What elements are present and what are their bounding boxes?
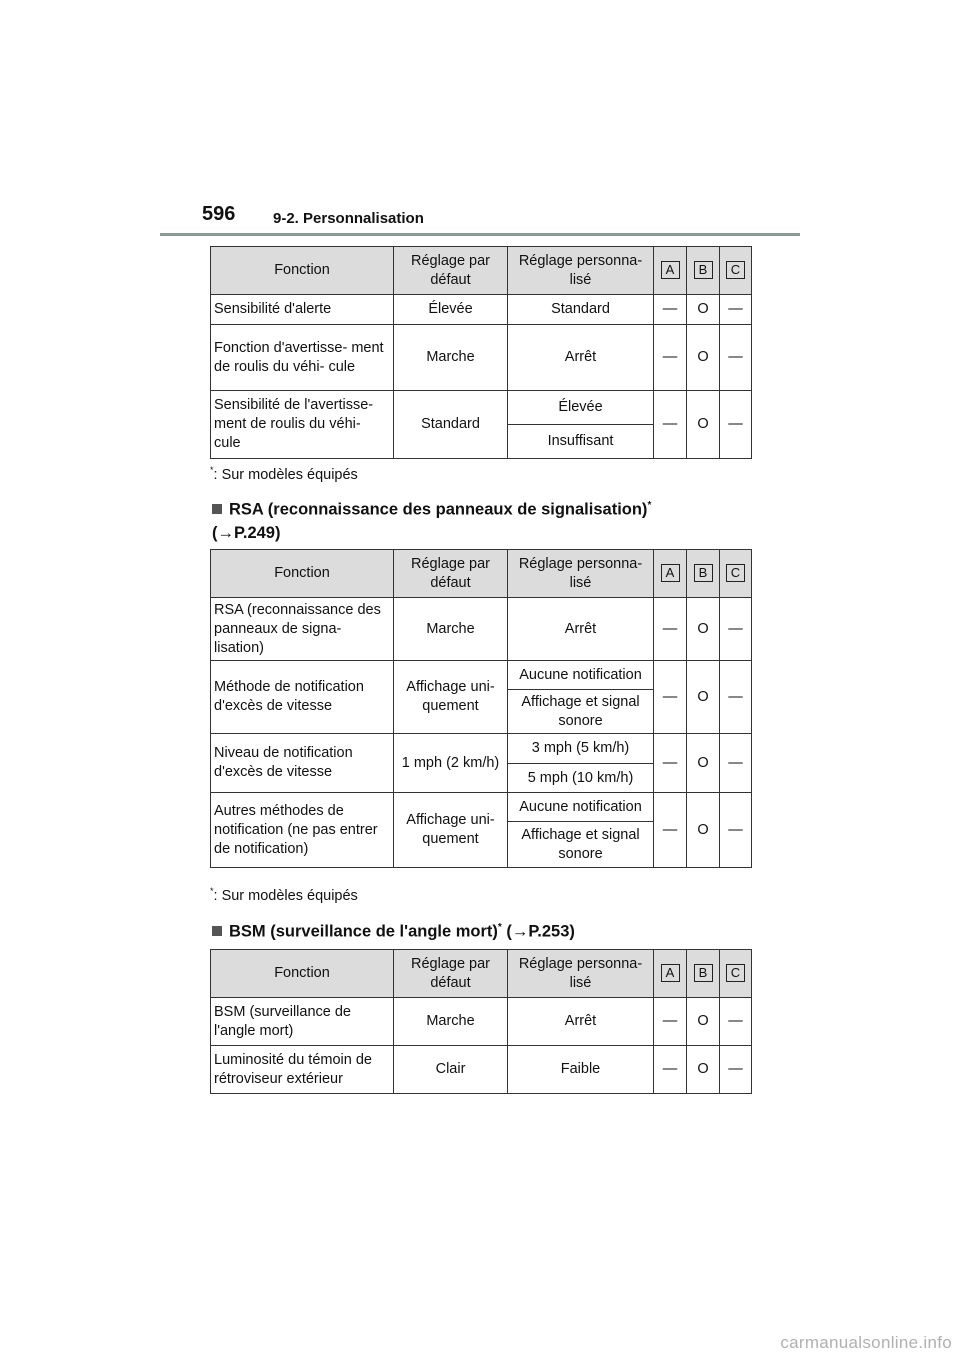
default-cell: Élevée <box>394 295 508 325</box>
settings-table-3 <box>210 949 752 1094</box>
function-cell: Fonction d'avertisse- ment de roulis du véhi- cule <box>211 325 394 391</box>
table-row <box>211 391 752 425</box>
header-default: Réglage par défaut <box>394 950 508 998</box>
default-cell: Marche <box>394 998 508 1046</box>
table-header-row <box>211 550 752 598</box>
col-b-cell: O <box>687 793 720 868</box>
col-c-cell: — <box>720 734 752 793</box>
col-a-cell: — <box>654 391 687 459</box>
table-row <box>211 295 752 325</box>
function-cell: Méthode de notification d'excès de vitesse <box>211 661 394 734</box>
default-cell: Affichage uni- quement <box>394 661 508 734</box>
function-cell: Sensibilité d'alerte <box>211 295 394 325</box>
header-rule <box>160 233 800 236</box>
badge-a: A <box>661 564 680 582</box>
function-cell: Sensibilité de l'avertisse- ment de roulis du véhi- cule <box>211 391 394 459</box>
function-cell: BSM (surveillance de l'angle mort) <box>211 998 394 1046</box>
col-c-cell: — <box>720 793 752 868</box>
header-function: Fonction <box>211 950 394 998</box>
header-custom: Réglage personna- lisé <box>508 550 654 598</box>
badge-c: C <box>726 261 745 279</box>
custom-cell: Affichage et signal sonore <box>508 690 654 734</box>
col-c-cell: — <box>720 998 752 1046</box>
col-a-cell: — <box>654 734 687 793</box>
function-cell: Luminosité du témoin de rétroviseur extérieur <box>211 1046 394 1094</box>
col-c-cell: — <box>720 391 752 459</box>
header-default: Réglage par défaut <box>394 550 508 598</box>
header-default: Réglage par défaut <box>394 247 508 295</box>
function-cell: Niveau de notification d'excès de vitesse <box>211 734 394 793</box>
col-b-cell: O <box>687 661 720 734</box>
col-b-cell: O <box>687 295 720 325</box>
col-c-cell: — <box>720 325 752 391</box>
col-b-cell: O <box>687 391 720 459</box>
table-header-row <box>211 247 752 295</box>
col-b-cell: O <box>687 598 720 661</box>
custom-cell: Arrêt <box>508 998 654 1046</box>
table-row <box>211 598 752 661</box>
default-cell: Marche <box>394 598 508 661</box>
col-a-cell: — <box>654 325 687 391</box>
custom-cell: Arrêt <box>508 325 654 391</box>
table-header-row <box>211 950 752 998</box>
settings-table-2 <box>210 549 752 868</box>
page-header <box>160 198 800 236</box>
col-c-cell: — <box>720 598 752 661</box>
default-cell: Marche <box>394 325 508 391</box>
custom-cell: Aucune notification <box>508 793 654 822</box>
section-title: 9-2. Personnalisation <box>273 210 424 227</box>
custom-cell: Arrêt <box>508 598 654 661</box>
col-a-cell: — <box>654 598 687 661</box>
table-row <box>211 793 752 822</box>
custom-cell: Standard <box>508 295 654 325</box>
custom-cell: Insuffisant <box>508 425 654 459</box>
page-reference: (→P.253) <box>506 922 575 941</box>
function-cell: Autres méthodes de notification (ne pas entrer de notification) <box>211 793 394 868</box>
section-heading-rsa: RSA (reconnaissance des panneaux de signalisation)* (→P.249) <box>212 500 652 542</box>
settings-table-1 <box>210 246 752 459</box>
default-cell: Standard <box>394 391 508 459</box>
badge-b: B <box>694 964 713 982</box>
badge-c: C <box>726 564 745 582</box>
custom-cell: Affichage et signal sonore <box>508 822 654 868</box>
col-c-cell: — <box>720 295 752 325</box>
col-b-cell: O <box>687 734 720 793</box>
section-heading-bsm: BSM (surveillance de l'angle mort)* (→P.253) <box>212 916 575 944</box>
badge-b: B <box>694 261 713 279</box>
table-row <box>211 1046 752 1094</box>
custom-cell: Aucune notification <box>508 661 654 690</box>
watermark: carmanualsonline.info <box>780 1333 952 1352</box>
default-cell: Affichage uni- quement <box>394 793 508 868</box>
header-function: Fonction <box>211 247 394 295</box>
custom-cell: Faible <box>508 1046 654 1094</box>
col-b-cell: O <box>687 325 720 391</box>
badge-a: A <box>661 964 680 982</box>
square-bullet-icon <box>212 926 222 936</box>
custom-cell: 3 mph (5 km/h) <box>508 734 654 764</box>
col-a-cell: — <box>654 1046 687 1094</box>
col-a-cell: — <box>654 295 687 325</box>
header-custom: Réglage personna- lisé <box>508 950 654 998</box>
footnote-2: *: Sur modèles équipés <box>210 886 358 904</box>
default-cell: 1 mph (2 km/h) <box>394 734 508 793</box>
page-reference: (→P.249) <box>212 523 281 542</box>
badge-c: C <box>726 964 745 982</box>
table-row <box>211 661 752 690</box>
footnote-1: *: Sur modèles équipés <box>210 465 358 483</box>
page-number: 596 <box>202 203 236 225</box>
col-a-cell: — <box>654 661 687 734</box>
custom-cell: Élevée <box>508 391 654 425</box>
square-bullet-icon <box>212 504 222 514</box>
header-function: Fonction <box>211 550 394 598</box>
col-c-cell: — <box>720 1046 752 1094</box>
col-c-cell: — <box>720 661 752 734</box>
badge-a: A <box>661 261 680 279</box>
table-row <box>211 734 752 764</box>
default-cell: Clair <box>394 1046 508 1094</box>
badge-b: B <box>694 564 713 582</box>
col-a-cell: — <box>654 793 687 868</box>
custom-cell: 5 mph (10 km/h) <box>508 764 654 793</box>
col-b-cell: O <box>687 998 720 1046</box>
col-a-cell: — <box>654 998 687 1046</box>
table-row <box>211 325 752 391</box>
function-cell: RSA (reconnaissance des panneaux de signa- lisation) <box>211 598 394 661</box>
col-b-cell: O <box>687 1046 720 1094</box>
header-custom: Réglage personna- lisé <box>508 247 654 295</box>
table-row <box>211 998 752 1046</box>
